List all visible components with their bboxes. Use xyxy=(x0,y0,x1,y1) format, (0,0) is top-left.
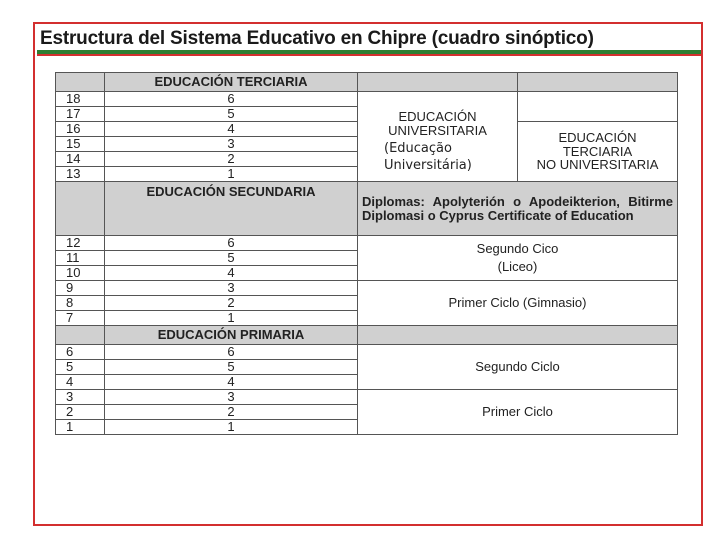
grade-cell: 17 xyxy=(56,107,105,122)
grade-cell: 13 xyxy=(56,167,105,182)
diplomas-cell: Diplomas: Apolyterión o Apodeikterion, Bitirme Diplomasi o Cyprus Certificate of Education xyxy=(358,182,678,236)
grade-cell: 11 xyxy=(56,251,105,266)
university-note-2: Universitária) xyxy=(384,157,472,173)
grade-cell: 5 xyxy=(56,360,105,375)
tertiary-header-blank-2 xyxy=(518,73,678,92)
year-cell: 2 xyxy=(105,405,358,420)
year-cell: 3 xyxy=(105,390,358,405)
year-cell: 5 xyxy=(105,360,358,375)
secondary-lower-cycle-cell: Primer Ciclo (Gimnasio) xyxy=(358,281,678,326)
title-rule-red xyxy=(37,54,701,56)
university-education-cell xyxy=(358,92,518,182)
grade-cell: 6 xyxy=(56,345,105,360)
tertiary-header: EDUCACIÓN TERCIARIA xyxy=(105,73,358,92)
non-university-tertiary-cell xyxy=(518,122,678,182)
non-uni-line-1: EDUCACIÓN xyxy=(558,130,637,146)
secondary-header-grade-cell xyxy=(56,182,105,236)
year-cell: 1 xyxy=(105,420,358,435)
year-cell: 4 xyxy=(105,122,358,137)
primary-header-blank xyxy=(358,326,678,345)
education-structure-table xyxy=(55,72,678,435)
year-cell: 6 xyxy=(105,345,358,360)
year-cell: 5 xyxy=(105,251,358,266)
grade-cell: 2 xyxy=(56,405,105,420)
year-cell: 5 xyxy=(105,107,358,122)
grade-cell: 8 xyxy=(56,296,105,311)
secondary-header-row xyxy=(56,182,678,236)
secondary-upper-cycle-cell xyxy=(358,236,678,281)
upper-cycle-line-2: (Liceo) xyxy=(497,259,538,275)
grade-cell: 15 xyxy=(56,137,105,152)
primary-lower-cycle-cell: Primer Ciclo xyxy=(358,390,678,435)
table-row xyxy=(56,345,678,360)
upper-cycle-line-1: Segundo Cico xyxy=(476,241,559,256)
year-cell: 2 xyxy=(105,296,358,311)
grade-cell: 10 xyxy=(56,266,105,281)
year-cell: 1 xyxy=(105,311,358,326)
non-university-blank-cell xyxy=(518,92,678,122)
year-cell: 3 xyxy=(105,281,358,296)
tertiary-header-grade-cell xyxy=(56,73,105,92)
primary-header-row xyxy=(56,326,678,345)
non-uni-line-2: TERCIARIA xyxy=(562,143,633,159)
grade-cell: 16 xyxy=(56,122,105,137)
tertiary-header-blank-1 xyxy=(358,73,518,92)
page-title: Estructura del Sistema Educativo en Chipre (cuadro sinóptico) xyxy=(40,28,594,49)
grade-cell: 12 xyxy=(56,236,105,251)
tertiary-header-row xyxy=(56,73,678,92)
table-row xyxy=(56,390,678,405)
grade-cell: 1 xyxy=(56,420,105,435)
year-cell: 4 xyxy=(105,375,358,390)
year-cell: 1 xyxy=(105,167,358,182)
grade-cell: 18 xyxy=(56,92,105,107)
year-cell: 6 xyxy=(105,92,358,107)
primary-header: EDUCACIÓN PRIMARIA xyxy=(105,326,358,345)
grade-cell: 3 xyxy=(56,390,105,405)
year-cell: 3 xyxy=(105,137,358,152)
grade-cell: 14 xyxy=(56,152,105,167)
year-cell: 6 xyxy=(105,236,358,251)
non-uni-line-3: NO UNIVERSITARIA xyxy=(536,157,659,173)
grade-cell: 7 xyxy=(56,311,105,326)
table-row xyxy=(56,236,678,251)
university-line-2: UNIVERSITARIA xyxy=(388,122,487,138)
year-cell: 4 xyxy=(105,266,358,281)
university-line-1: EDUCACIÓN xyxy=(398,109,477,124)
primary-upper-cycle-cell: Segundo Ciclo xyxy=(358,345,678,390)
table-row xyxy=(56,281,678,296)
table-row xyxy=(56,92,678,107)
grade-cell: 9 xyxy=(56,281,105,296)
grade-cell: 4 xyxy=(56,375,105,390)
year-cell: 2 xyxy=(105,152,358,167)
primary-header-grade-cell xyxy=(56,326,105,345)
university-note-1: (Educação xyxy=(384,141,452,157)
secondary-header: EDUCACIÓN SECUNDARIA xyxy=(105,182,358,236)
